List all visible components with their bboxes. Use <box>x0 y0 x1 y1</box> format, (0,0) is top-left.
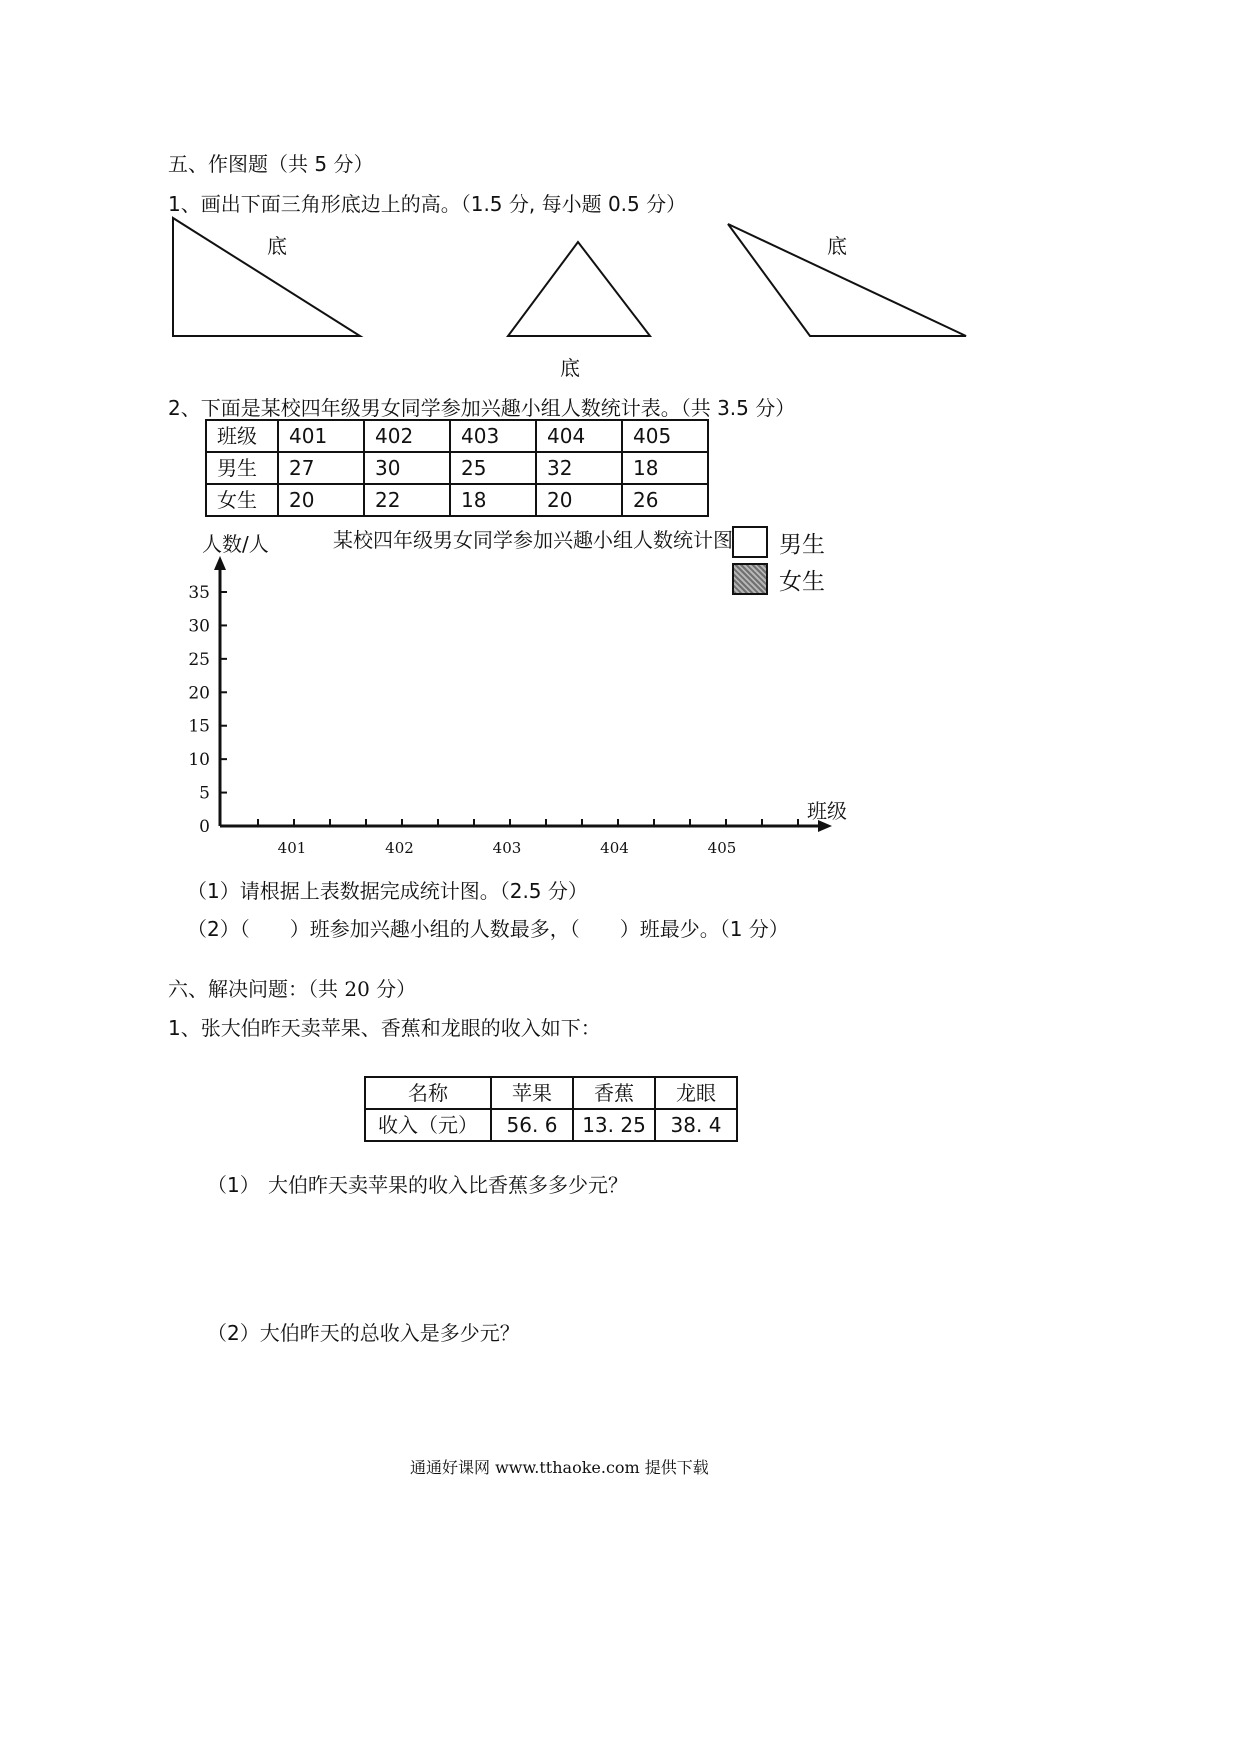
section6-title: 六、解决问题：（共 20 分） <box>168 977 417 1001</box>
q2-sub1: （1）请根据上表数据完成统计图。（2.5 分） <box>187 879 588 903</box>
table-cell: 龙眼 <box>655 1077 737 1109</box>
table-cell: 32 <box>536 452 622 484</box>
x-category-label: 401 <box>277 839 307 857</box>
table-cell: 班级 <box>206 420 278 452</box>
y-tick-label: 35 <box>188 583 210 603</box>
table-cell: 56. 6 <box>491 1109 573 1141</box>
table-cell: 20 <box>536 484 622 516</box>
table-cell: 男生 <box>206 452 278 484</box>
table-cell: 收入（元） <box>365 1109 491 1141</box>
table-cell: 26 <box>622 484 708 516</box>
table-cell: 18 <box>622 452 708 484</box>
chart-ylabel: 人数/人 <box>202 532 269 556</box>
table-cell: 27 <box>278 452 364 484</box>
footer-text: 通通好课网 www.tthaoke.com 提供下载 <box>410 1458 709 1477</box>
s6-sub2: （2）大伯昨天的总收入是多少元？ <box>207 1321 520 1345</box>
table-cell: 女生 <box>206 484 278 516</box>
section5-title: 五、作图题（共 5 分） <box>168 152 374 176</box>
table-cell: 香蕉 <box>573 1077 655 1109</box>
chart-xlabel: 班级 <box>807 799 847 823</box>
base-label-3: 底 <box>827 234 847 258</box>
table-cell: 402 <box>364 420 450 452</box>
q2-text: 2、下面是某校四年级男女同学参加兴趣小组人数统计表。（共 3.5 分） <box>168 396 796 420</box>
base-label-2: 底 <box>560 356 580 380</box>
legend-label-girls: 女生 <box>779 569 825 595</box>
y-tick-label: 20 <box>188 683 210 704</box>
income-table-row <box>365 1109 737 1141</box>
table-cell: 13. 25 <box>573 1109 655 1141</box>
table-cell: 405 <box>622 420 708 452</box>
q1-text: 1、画出下面三角形底边上的高。（1.5 分, 每小题 0.5 分） <box>168 192 687 216</box>
legend-label-boys: 男生 <box>779 532 825 558</box>
table-cell: 30 <box>364 452 450 484</box>
table-cell: 名称 <box>365 1077 491 1109</box>
income-table <box>364 1076 738 1142</box>
table-cell: 38. 4 <box>655 1109 737 1141</box>
y-tick-label: 25 <box>188 649 210 670</box>
x-category-label: 402 <box>385 839 414 857</box>
y-tick-label: 5 <box>199 783 210 804</box>
chart-title: 某校四年级男女同学参加兴趣小组人数统计图 <box>333 528 733 552</box>
table-cell: 404 <box>536 420 622 452</box>
table-cell: 20 <box>278 484 364 516</box>
y-axis-arrow <box>214 556 226 570</box>
table-cell: 22 <box>364 484 450 516</box>
s6-sub1-number: （1） <box>207 1173 260 1197</box>
x-category-label: 404 <box>600 839 629 857</box>
s6-q1-text: 1、张大伯昨天卖苹果、香蕉和龙眼的收入如下： <box>168 1016 601 1040</box>
table-cell: 403 <box>450 420 536 452</box>
s6-sub1-text: 大伯昨天卖苹果的收入比香蕉多多少元？ <box>268 1173 628 1197</box>
table-cell: 401 <box>278 420 364 452</box>
base-label-1: 底 <box>267 234 287 258</box>
y-tick-label: 0 <box>199 817 210 837</box>
x-category-label: 403 <box>492 839 522 857</box>
y-tick-label: 10 <box>188 750 210 771</box>
income-table-header-row <box>365 1077 737 1109</box>
table-cell: 18 <box>450 484 536 516</box>
q2-sub2: （2）（ ）班参加兴趣小组的人数最多，（ ）班最少。（1 分） <box>187 917 789 941</box>
table-cell: 苹果 <box>491 1077 573 1109</box>
y-tick-label: 30 <box>188 616 210 637</box>
x-category-label: 405 <box>707 839 737 857</box>
y-tick-label: 15 <box>188 716 210 737</box>
table-cell: 25 <box>450 452 536 484</box>
